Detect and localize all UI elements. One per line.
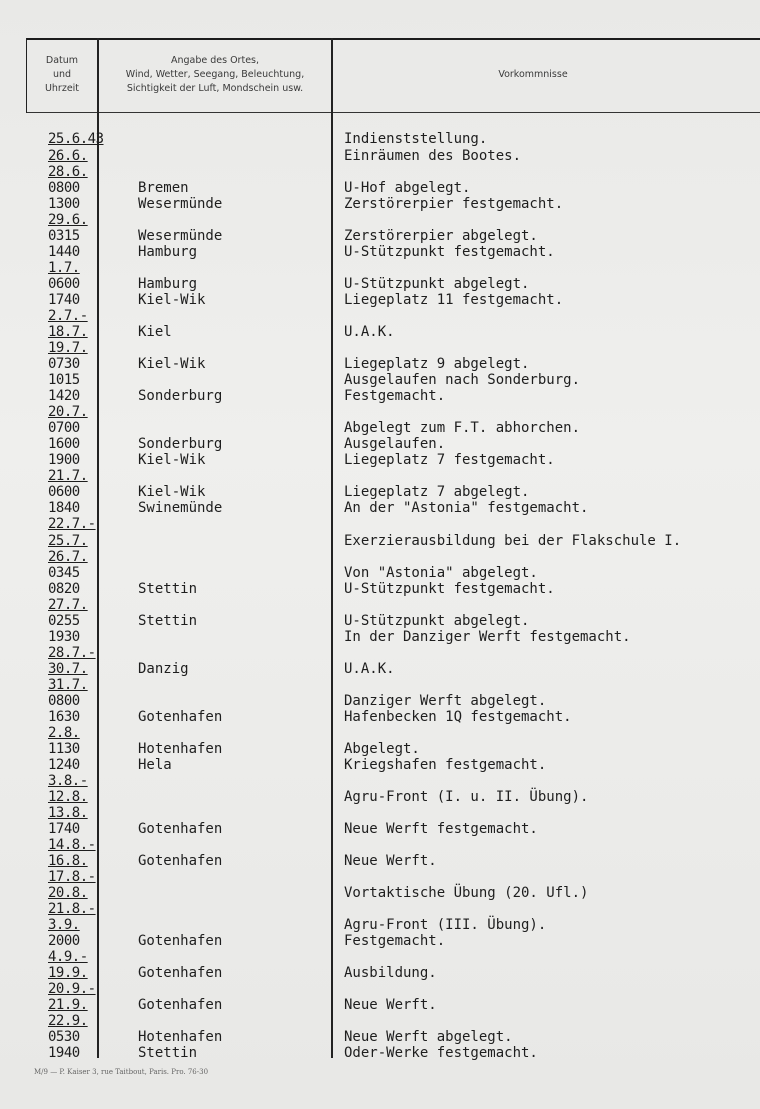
entry-event: Agru-Front (I. u. II. Übung). [344,789,589,805]
date-column-divider [97,38,99,1058]
entry-date: 0820 [48,581,80,597]
entry-date: 0800 [48,180,80,196]
entry-event: U-Stützpunkt festgemacht. [344,244,555,260]
entry-date: 1930 [48,629,80,645]
entry-place: Stettin [138,581,198,597]
entry-place: Gotenhafen [138,965,223,981]
entry-event: Abgelegt. [344,741,420,757]
entry-date: 25.7. [48,533,88,549]
entry-date: 21.8.- [48,901,96,917]
entry-event: In der Danziger Werft festgemacht. [344,629,631,645]
entry-date: 13.8. [48,805,88,821]
entry-event: Liegeplatz 9 abgelegt. [344,356,530,372]
entry-date: 1740 [48,821,80,837]
entry-event: Vortaktische Übung (20. Ufl.) [344,885,589,901]
entry-place: Kiel-Wik [138,452,206,468]
entry-date: 1130 [48,741,80,757]
entry-place: Bremen [138,180,189,196]
entry-date: 31.7. [48,677,88,693]
entry-event: An der "Astonia" festgemacht. [344,500,589,516]
entry-event: Hafenbecken 1Q festgemacht. [344,709,572,725]
entry-event: U-Stützpunkt abgelegt. [344,276,530,292]
entry-event: Exerzierausbildung bei der Flakschule I. [344,533,682,549]
entry-place: Hela [138,757,172,773]
entry-place: Swinemünde [138,500,223,516]
entry-date: 3.8.- [48,773,88,789]
entry-date: 20.7. [48,404,88,420]
entry-event: Liegeplatz 7 abgelegt. [344,484,530,500]
entry-date: 18.7. [48,324,88,340]
entry-date: 2.7.- [48,308,88,324]
entry-place: Kiel-Wik [138,356,206,372]
entry-event: Ausbildung. [344,965,437,981]
entry-place: Kiel [138,324,172,340]
entry-event: Neue Werft festgemacht. [344,821,538,837]
header-date-line: Datum [45,55,79,66]
entry-date: 26.6. [48,148,88,164]
entry-date: 0600 [48,484,80,500]
entry-place: Gotenhafen [138,853,223,869]
entry-date: 1300 [48,196,80,212]
entry-date: 0315 [48,228,80,244]
entry-date: 14.8.- [48,837,96,853]
entry-date: 28.6. [48,164,88,180]
entry-date: 3.9. [48,917,80,933]
entry-date: 0530 [48,1029,80,1045]
entry-date: 1.7. [48,260,80,276]
entry-event: U-Stützpunkt abgelegt. [344,613,530,629]
header-date-line: und [52,69,72,80]
entry-place: Hotenhafen [138,1029,223,1045]
entry-event: Festgemacht. [344,933,446,949]
header-place-column [99,44,331,106]
entry-date: 26.7. [48,549,88,565]
entry-date: 21.7. [48,468,88,484]
entry-place: Wesermünde [138,196,223,212]
entry-date: 1420 [48,388,80,404]
entry-event: U.A.K. [344,661,395,677]
entry-event: Ausgelaufen nach Sonderburg. [344,372,581,388]
entry-date: 1240 [48,757,80,773]
entry-date: 27.7. [48,597,88,613]
entry-date: 30.7. [48,661,88,677]
entry-place: Gotenhafen [138,821,223,837]
entry-date: 0700 [48,420,80,436]
entry-date: 16.8. [48,853,88,869]
entry-date: 12.8. [48,789,88,805]
entry-place: Sonderburg [138,436,223,452]
entry-place: Kiel-Wik [138,484,206,500]
entry-date: 1740 [48,292,80,308]
entry-event: U-Stützpunkt festgemacht. [344,581,555,597]
entry-event: Danziger Werft abgelegt. [344,693,547,709]
entry-date: 0730 [48,356,80,372]
entry-date: 20.8. [48,885,88,901]
header-top-rule [26,38,760,40]
header-bottom-rule [26,112,760,113]
entry-event: Agru-Front (III. Übung). [344,917,547,933]
entry-event: Ausgelaufen. [344,436,446,452]
entry-event: Einräumen des Bootes. [344,148,522,164]
entry-date: 17.8.- [48,869,96,885]
entry-date: 1940 [48,1045,80,1061]
entry-event: Zerstörerpier festgemacht. [344,196,564,212]
header-place-line: Angabe des Ortes, [170,55,260,66]
entry-date: 21.9. [48,997,88,1013]
entry-date: 2000 [48,933,80,949]
entry-place: Kiel-Wik [138,292,206,308]
entry-date: 1015 [48,372,80,388]
entry-place: Wesermünde [138,228,223,244]
entry-place: Gotenhafen [138,997,223,1013]
entry-date: 0255 [48,613,80,629]
header-date-column [27,44,97,106]
entry-event: Liegeplatz 11 festgemacht. [344,292,564,308]
entry-event: Oder-Werke festgemacht. [344,1045,538,1061]
entry-date: 4.9.- [48,949,88,965]
entry-place: Gotenhafen [138,933,223,949]
entry-date: 25.6.43 [48,131,104,147]
entry-date: 2.8. [48,725,80,741]
entry-date: 1900 [48,452,80,468]
entry-date: 19.9. [48,965,88,981]
entry-place: Danzig [138,661,189,677]
entry-event: Neue Werft. [344,853,437,869]
place-column-divider [331,38,333,1058]
entry-date: 1840 [48,500,80,516]
entry-date: 0345 [48,565,80,581]
entry-date: 22.7.- [48,516,96,532]
entry-event: U-Hof abgelegt. [344,180,471,196]
entry-event: Abgelegt zum F.T. abhorchen. [344,420,581,436]
entry-event: Liegeplatz 7 festgemacht. [344,452,555,468]
entry-event: Zerstörerpier abgelegt. [344,228,538,244]
header-place-line: Wind, Wetter, Seegang, Beleuchtung, [125,69,305,80]
entry-date: 0600 [48,276,80,292]
entry-date: 1630 [48,709,80,725]
entry-place: Hamburg [138,244,198,260]
entry-date: 28.7.- [48,645,96,661]
entry-event: U.A.K. [344,324,395,340]
header-place-line: Sichtigkeit der Luft, Mondschein usw. [126,83,304,94]
entry-place: Hamburg [138,276,198,292]
header-date-line: Uhrzeit [44,83,80,94]
entry-place: Sonderburg [138,388,223,404]
header-events-label: Vorkommnisse [498,69,568,80]
entry-place: Stettin [138,613,198,629]
entry-event: Indienststellung. [344,131,488,147]
entry-place: Stettin [138,1045,198,1061]
entry-date: 1440 [48,244,80,260]
entry-event: Kriegshafen festgemacht. [344,757,547,773]
entry-date: 0800 [48,693,80,709]
header-events-column [333,44,733,106]
entry-date: 29.6. [48,212,88,228]
entry-event: Von "Astonia" abgelegt. [344,565,538,581]
entry-place: Hotenhafen [138,741,223,757]
printer-imprint: M/9 — P. Kaiser 3, rue Taitbout, Paris. Pro. 76-30 [34,1068,209,1076]
entry-date: 19.7. [48,340,88,356]
entry-date: 1600 [48,436,80,452]
entry-date: 22.9. [48,1013,88,1029]
entry-event: Neue Werft abgelegt. [344,1029,513,1045]
entry-date: 20.9.- [48,981,96,997]
entry-event: Festgemacht. [344,388,446,404]
entry-place: Gotenhafen [138,709,223,725]
entry-event: Neue Werft. [344,997,437,1013]
